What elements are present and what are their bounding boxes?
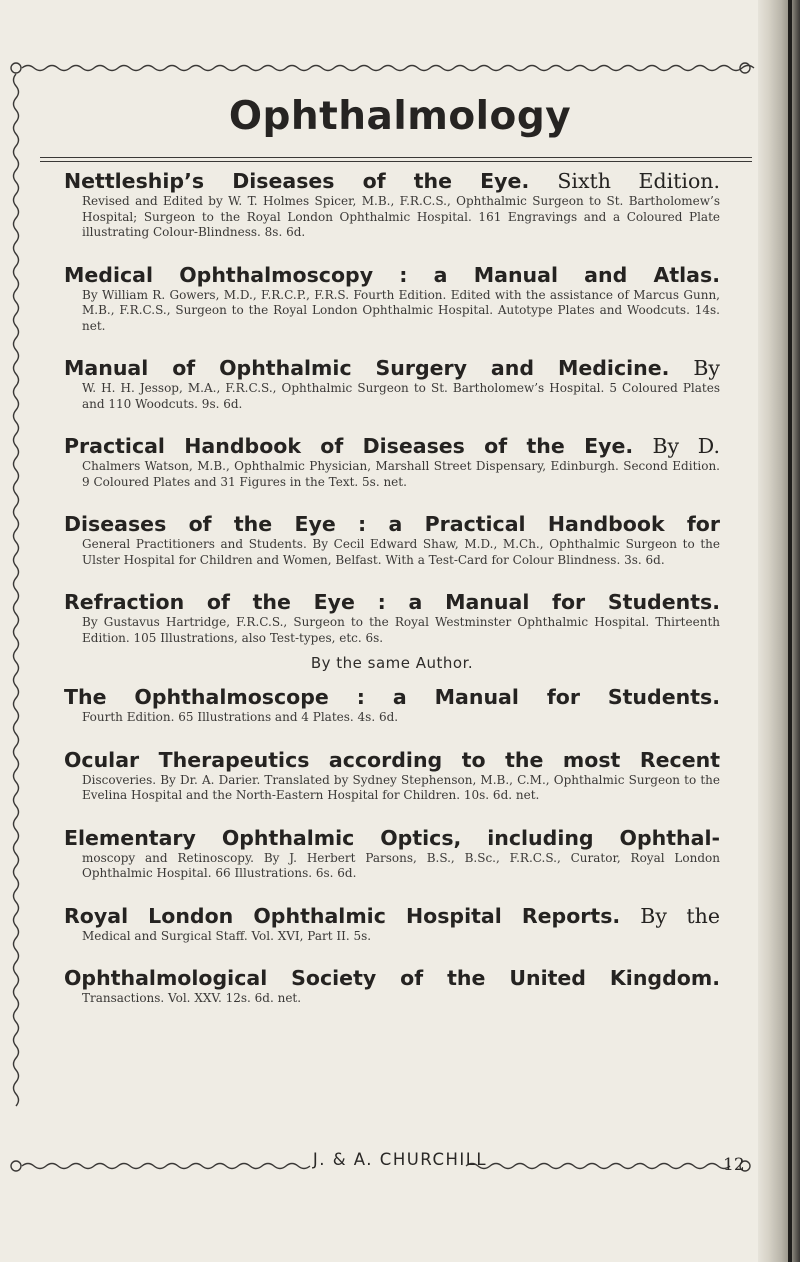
corner-circle-top-left [11, 63, 21, 73]
page-title: Ophthalmology [228, 94, 572, 139]
book-description: General Practitioners and Students. By Cecil Edward Shaw, M.D., M.Ch., Ophthalmic Surgeon to the Ulster Hospital for Children and Women, Belfast. With a Test-Card for Colour Blindness. 3s. 6d. [82, 537, 720, 567]
book-entry [64, 825, 720, 882]
book-entry [64, 168, 720, 241]
book-heading: Nettleship’s Diseases of the Eye. Sixth Edition. [64, 169, 721, 193]
book-description: W. H. H. Jessop, M.A., F.R.C.S., Ophthalmic Surgeon to St. Bartholomew’s Hospital. 5 Coloured Plates and 110 Woodcuts. 9s. 6d. [82, 381, 720, 411]
book-heading: The Ophthalmoscope : a Manual for Students. [64, 685, 720, 709]
top-wavy-line [22, 66, 754, 71]
book-heading: Ocular Therapeutics according to the most Recent [64, 747, 720, 772]
book-list [64, 168, 720, 1028]
book-heading: Ophthalmological Society of the United Kingdom. [64, 966, 720, 990]
book-heading: Refraction of the Eye : a Manual for Students. [64, 590, 720, 614]
book-description: Revised and Edited by W. T. Holmes Spicer, M.B., F.R.C.S., Ophthalmic Surgeon to St. Bartholomew’s Hospital; Surgeon to the Royal London Ophthalmic Hospital. 161 Engravings and a Coloured Plate illustrating Colour-Blindness. 8s. 6d. [82, 194, 720, 239]
book-entry [64, 903, 720, 945]
book-entry [64, 747, 720, 804]
book-description: Medical and Surgical Staff. Vol. XVI, Part II. 5s. [82, 928, 372, 943]
book-description: Chalmers Watson, M.B., Ophthalmic Physician, Marshall Street Dispensary, Edinburgh. Second Edition. 9 Coloured Plates and 31 Figures in the Text. 5s. net. [82, 459, 720, 489]
same-author-note: By the same Author. [310, 654, 474, 672]
book-heading: Royal London Ophthalmic Hospital Reports. By the [64, 903, 720, 928]
book-description: By William R. Gowers, M.D., F.R.C.P., F.R.S. Fourth Edition. Edited with the assistance of Marcus Gunn, M.B., F.R.C.S., Surgeon to the Royal London Ophthalmic Hospital. Autotype Plates and Woodcuts. 14s. net. [82, 287, 720, 333]
book-description: Fourth Edition. 65 Illustrations and 4 Plates. 4s. 6d. [82, 710, 399, 724]
title-rule-bottom [40, 161, 752, 162]
page-number: 12 [723, 1155, 745, 1175]
book-description: Transactions. Vol. XXV. 12s. 6d. net. [82, 991, 302, 1005]
book-heading: Elementary Ophthalmic Optics, including Ophthal- [64, 825, 720, 850]
title-rule-top [40, 157, 752, 158]
left-wavy-line [14, 74, 19, 1106]
publisher-imprint: J. & A. CHURCHILL [312, 1150, 488, 1169]
book-entry [64, 355, 720, 412]
book-heading: Medical Ophthalmoscopy : a Manual and Atlas. [64, 262, 720, 287]
book-description: Discoveries. By Dr. A. Darier. Translated by Sydney Stephenson, M.B., C.M., Ophthalmic Surgeon to the Evelina Hospital and the North-Eastern Hospital for Children. 10s. 6d. net. [82, 772, 720, 802]
book-entry [64, 262, 720, 335]
book-entry [64, 589, 720, 646]
book-entry [64, 684, 720, 726]
book-entry [64, 511, 720, 568]
book-description: By Gustavus Hartridge, F.R.C.S., Surgeon to the Royal Westminster Ophthalmic Hospital. Thirteenth Edition. 105 Illustrations, also Test-types, etc. 6s. [82, 615, 720, 645]
book-description: moscopy and Retinoscopy. By J. Herbert Parsons, B.S., B.Sc., F.R.C.S., Curator, Royal London Ophthalmic Hospital. 66 Illustrations. 6s. 6d. [82, 850, 720, 880]
book-entry [64, 965, 720, 1007]
book-heading: Practical Handbook of Diseases of the Eye. By D. [64, 434, 720, 458]
book-heading: Diseases of the Eye : a Practical Handbook for [64, 512, 720, 536]
book-entry [64, 433, 720, 490]
book-heading: Manual of Ophthalmic Surgery and Medicine. By [64, 356, 720, 380]
